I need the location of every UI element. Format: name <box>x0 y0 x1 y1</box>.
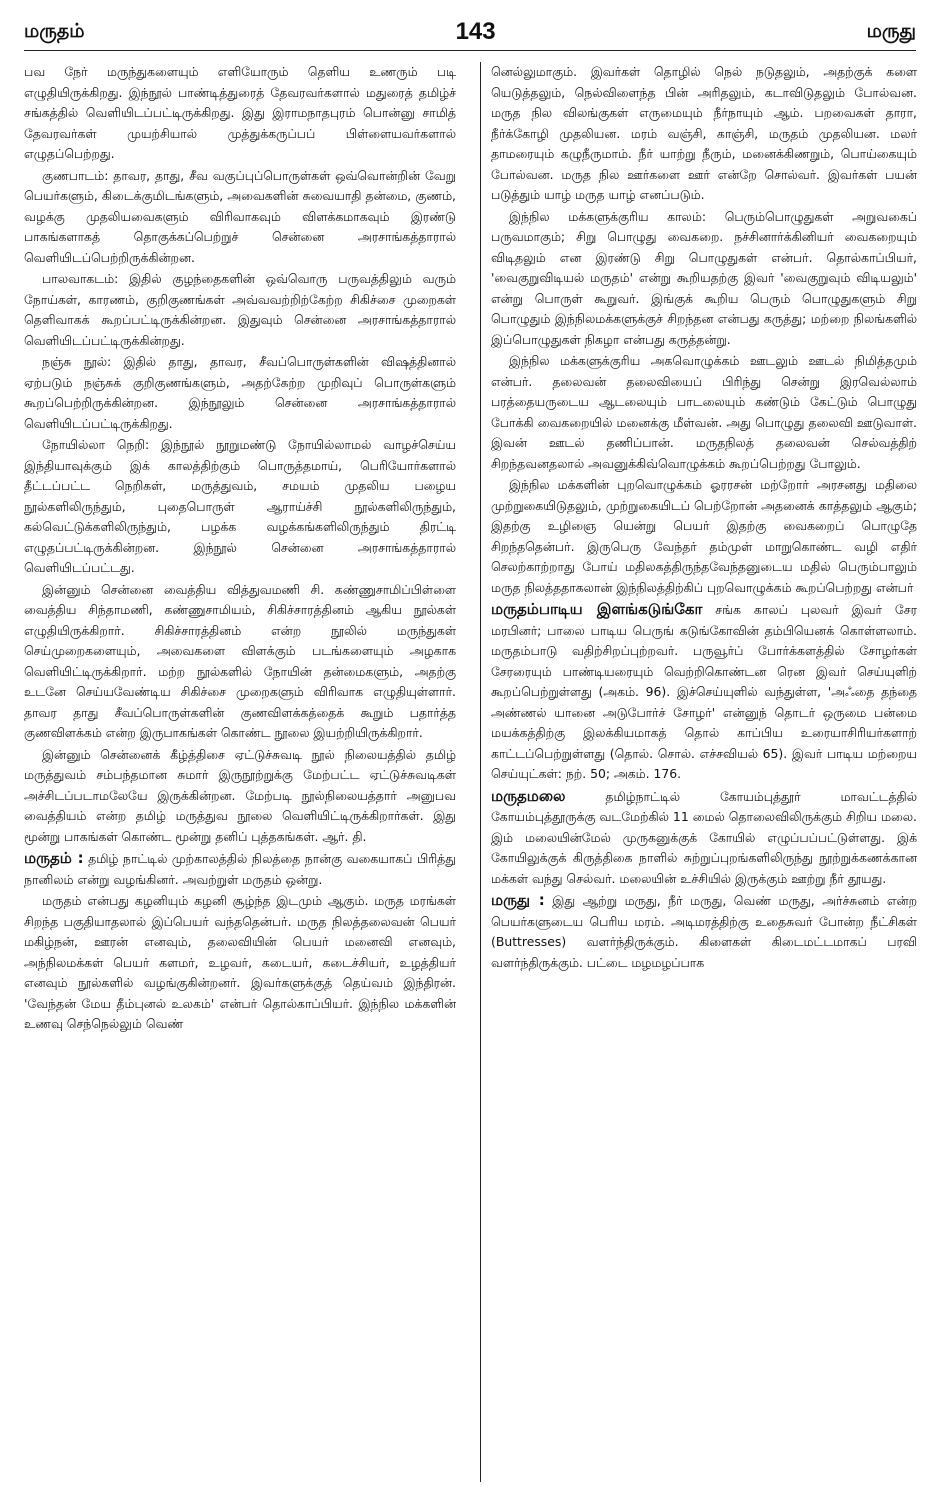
entry-marutham <box>24 848 456 890</box>
paragraph: இந்நில மக்களுக்குரிய காலம்: பெரும்பொழுதுகள் அறுவகைப் பருவமாகும்; சிறு பொழுது வைகறை. நச்சினார்க்கினியர் வைகறையும் விடிதலும் என இரண்டு சிறு பொழுதுகள் என்பர். தொல்காப்பியர், 'வைகுறுவிடியல் மருதம்' என்று கூறியதற்கு இவர் 'வைகுறுவும் விடியலும்' என்று பொருள் கூறுவர். இங்குக் கூறிய பெரும் பொழுதுகளும் சிறு பொழுதும் இந்நிலமக்களுக்குச் சிறந்தன என்பது கருத்து; மற்றை நிலங்களில் இப்பொழுதுகள் நிகழா என்பது கருத்தன்று. <box>491 208 917 347</box>
paragraph: இன்னும் சென்னை வைத்திய வித்துவமணி சி. கண்ணுசாமிப்பிள்ளை வைத்திய சிந்தாமணி, கண்ணுசாமியம், சிகிச்சாரத்தினம் ஆகிய நூல்கள் எழுதியிருக்கிறார். சிகிச்சாரத்தினம் என்ற நூலில் மருந்துகள் செய்முறைகளையும், அவைகளை விளக்கும் படங்களையும் அழகாக வெளியிட்டிருக்கிறார். மற்ற நூல்களில் நோயின் தன்மைகளும், அதற்கு உடனே செய்யவேண்டிய சிகிச்சை முறைகளும் விரிவாக எழுதியுள்ளார். தாவர தாது சீவப்பொருள்களின் குணவிளக்கத்தைக் கூறும் பதார்த்த குணவிளக்கம் என்ற இருபாகங்கள் கொண்ட நூலை இயற்றியிருக்கிறார். <box>24 581 456 740</box>
paragraph: மருதம் என்பது கழனியும் கழனி சூழ்ந்த இடமும் ஆகும். மருத மரங்கள் சிறந்த பகுதியாதலால் இப்பெயர் வந்ததென்பர். மருத நிலத்தலைவன் பெயர் மகிழ்நன், ஊரன் எனவும், தலைவியின் பெயர் மனைவி எனவும், அந்நிலமக்கள் பெயர் களமர், உழவர், கடையர், கடைச்சியர், உழத்தியர் எனவும் நூல்களில் வழங்குகின்றனர். இவர்களுக்குத் தெய்வம் இந்திரன். 'வேந்தன் மேய தீம்புனல் உலகம்' என்பர் தொல்காப்பியர். இந்நில மக்களின் உணவு செந்நெல்லும் வெண் <box>24 893 456 1031</box>
paragraph: குணபாடம்: தாவர, தாது, சீவ வகுப்புப்பொருள்கள் ஒவ்வொன்றின் வேறு பெயர்களும், கிடைக்குமிடங்களும், அவைகளின் சுவையாதி தன்மை, குணம், வழக்கு முதலியவைகளும் விரிவாகவும் விளக்கமாகவும் இரண்டு பாகங்களாகத் தொகுக்கப்பெற்றுச் சென்னை அரசாங்கத்தாரால் வெளியிடப்பெற்றிருக்கின்றன. <box>24 167 456 265</box>
entry-headword: மருது : <box>491 891 545 909</box>
entry-headword: மருதமலை <box>491 786 566 805</box>
paragraph: நோயில்லா நெறி: இந்நூல் நூறுமண்டு நோயில்லாமல் வாழச்செய்ய இந்தியாவுக்கும் இக் காலத்திற்கும் பொருத்தமாய், பெரியோர்களால் தீட்டப்பட்ட நெறிகள், மருத்துவம், சமயம் முதலிய பழைய நூல்களிலிருந்தும், புதைபொருள் ஆராய்ச்சி நூல்களிலிருந்தும், கல்வெட்டுக்களிலிருந்தும், பழக்க வழக்கங்களிலிருந்தும் திரட்டி எழுதப்பட்டிருக்கின்றன. இந்நூல் சென்னை அரசாங்கத்தாரால் வெளியிடப்பட்டது. <box>24 437 456 575</box>
header-left-word: மருதம் <box>24 19 85 42</box>
entry-text: தமிழ்நாட்டில் கோயம்புத்தூர் மாவட்டத்தில் கோயம்புத்தூருக்கு வடமேற்கில் 11 மைல் தொலைவிலிருக்கும் சிறிய மலை. இம் மலையின்மேல் முருகனுக்குக் கோயில் எழுப்பப்பட்டுள்ளது. இக் கோயிலுக்குக் கிருத்திகை நாளில் சுற்றுப்புறங்களிலிருந்து நூற்றுக்கணக்கான மக்கள் வந்து செல்வர். மலையின் உச்சியில் இருக்கும் ஊற்று நீர் தூயது. <box>491 788 917 886</box>
entry-text: சங்க காலப் புலவர் இவர் சேர மரபினர்; பாலை பாடிய பெருங் கடுங்கோவின் தம்பியெனக் கொள்ளலாம். மருதம்பாடு வதிற்சிறப்புற்றவர். பருவூர்ப் போர்க்களத்தில் சோழர்கள் சேரரையும் பாண்டியரையும் வெற்றிகொண்டன ரென இவர் செய்யுளிற் கூறப்பெற்றுள்ளது (அகம். 96). இச்செய்யுளில் வந்துள்ள, 'அஃதை தந்தை அண்ணல் யானை அடுபோர்ச் சோழர்' என்னுந் தொடர் ஒருமை பன்மை மயக்கத்திற்கு இலக்கியமாகத் தொல் காப்பிய உரையாசிரியர்களாற் காட்டப்பெற்றுள்ளது (தொல். சொல். எச்சவியல் 65). இவர் பாடிய மற்றைய செய்யுட்கள்: நற். 50; அகம். 176. <box>491 602 917 781</box>
right-column <box>480 62 917 1482</box>
entry-ilangadungo <box>491 599 917 785</box>
entry-text: தமிழ் நாட்டில் முற்காலத்தில் நிலத்தை நான்கு வகையாகப் பிரித்து நானிலம் என்று வழங்கினர். அவற்றுள் மருதம் ஒன்று. <box>24 851 456 887</box>
paragraph: இந்நில மக்களுக்குரிய அகவொழுக்கம் ஊடலும் ஊடல் நிமித்தமும் என்பர். தலைவன் தலைவியைப் பிரிந்து சென்று இரவெல்லாம் பரத்தையருடைய ஆடலையும் பாடலையும் கண்டும் கேட்டும் பொழுது போக்கி வைகறையில் மனைக்கு மீள்வன். அது பொழுது தலைவி ஊடுவாள். இவன் ஊடல் தணிப்பான். மருதநிலத் தலைவன் செல்வத்திற் சிறந்தவனதலால் அவனுக்கிவ்வொழுக்கம் கூறப்பெற்றது போலும். <box>491 353 917 471</box>
left-column <box>24 62 456 1036</box>
entry-text: இது ஆற்று மருது, நீர் மருது, வெண் மருது, அர்ச்சுனம் என்ற பெயர்களுடைய பெரிய மரம். அடிமரத்திற்கு உதைசுவர் போன்ற நீட்சிகள் (Buttresses) வளர்ந்திருக்கும். கிளைகள் கிடைமட்டமாகப் பரவி வளர்ந்திருக்கும். பட்டை மழமழப்பாக <box>491 893 918 970</box>
paragraph: பாலவாகடம்: இதில் குழந்தைகளின் ஒவ்வொரு பருவத்திலும் வரும் நோய்கள், காரணம், குறிகுணங்கள் அவ்வவற்றிற்கேற்ற சிகிச்சை முறைகள் தெளிவாகக் கூறப்பட்டிருக்கின்றன. இதுவும் சென்னை அரசாங்கத்தாரால் வெளியிடப்பட்டிருக்கின்றது. <box>24 271 456 348</box>
entry-headword: மருதம்பாடிய இளங்கடுங்கோ <box>491 600 703 618</box>
paragraph: பவ நேர் மருந்துகளையும் எளியோரும் தெளிய உணரும் படி எழுதியிருக்கிறது. இந்நூல் பாண்டித்துரைத் தேவரவர்களால் மதுரைத் தமிழ்ச் சங்கத்தில் வெளியிடப்பட்டிருக்கிறது. இது இராமநாதபுரம் பொன்னு சாமித் தேவரவர்கள் முயற்சியால் முத்துக்கருப்பப் பிள்ளையவர்களால் எழுதப்பெற்றது. <box>24 64 456 161</box>
entry-maruthamalai <box>491 786 917 890</box>
paragraph: நஞ்சு நூல்: இதில் தாது, தாவர, சீவப்பொருள்களின் விஷத்தினால் ஏற்படும் நஞ்சுக் குறிகுணங்களும், அதற்கேற்ற முறிவுப் பொருள்களும் கூறப்பெற்றிருக்கின்றன. இந்நூலும் சென்னை அரசாங்கத்தாரால் வெளியிடப்பட்டிருக்கிறது. <box>24 354 456 431</box>
header-right-word: மருது <box>866 19 916 42</box>
page-number: 143 <box>455 18 496 45</box>
running-header <box>24 14 916 51</box>
entry-headword: மருதம் : <box>24 849 84 867</box>
paragraph: இந்நில மக்களின் புறவொழுக்கம் ஓரரசன் மற்றோர் அரசனது மதிலை முற்றுகையிடுதலும், முற்றுகையிடப் பெற்றோன் அதனைக் காத்தலும் ஆகும்; இதற்கு உழிஞை யென்று பெயர் இதற்கு வைகறைப் பொழுதே சிறந்ததென்பர். இருபெரு வேந்தர் தம்முள் மாறுகொண்ட வழி எதிர் செலற்காற்றாது போய் மதிலகத்திருந்தவேந்தனுடைய மதில் பெரும்பாலும் மருத நிலத்ததாகலான் இந்நிலத்திற்கிப் புறவொழுக்கம் கூறப்பெற்றது என்பர் <box>491 477 917 595</box>
entry-maruthu <box>491 890 917 973</box>
paragraph: இன்னும் சென்னைக் கீழ்த்திசை ஏட்டுச்சுவடி நூல் நிலையத்தில் தமிழ் மருத்துவம் சம்பந்தமான சுமார் இருநூற்றுக்கு மேற்பட்ட ஏட்டுச்சுவடிகள் அச்சிடப்படாமலேயே இருக்கின்றன. மேற்படி நூல்நிலையத்தார் அனுபவ வைத்தியம் என்ற தமிழ் மருத்துவ நூலை வெளியிட்டிருக்கிறார்கள். இது மூன்று பாகங்கள் கொண்ட மூன்று தனிப் புத்தகங்கள். ஆர். தி. <box>24 746 456 844</box>
paragraph: னெல்லுமாகும். இவர்கள் தொழில் நெல் நடுதலும், அதற்குக் களை யெடுத்தலும், நெல்விளைந்த பின் அரிதலும், கடாவிடுதலும் போல்வன. மருத நில விலங்குகள் எருமையும் நீர்நாயும் ஆம். பறவைகள் தாரா, நீர்க்கோழி முதலியன. மரம் வஞ்சி, காஞ்சி, மருதம் முதலியன. மலர் தாமரையும் கழுநீருமாம். நீர் யாற்று நீரும், மனைக்கிணறும், பொய்கையும் போல்வன. மருத நில ஊர்களை ஊர் என்றே சொல்வர். இவர்கள் பயன் படுத்தும் யாழ் மருத யாழ் எனப்படும். <box>491 64 917 202</box>
